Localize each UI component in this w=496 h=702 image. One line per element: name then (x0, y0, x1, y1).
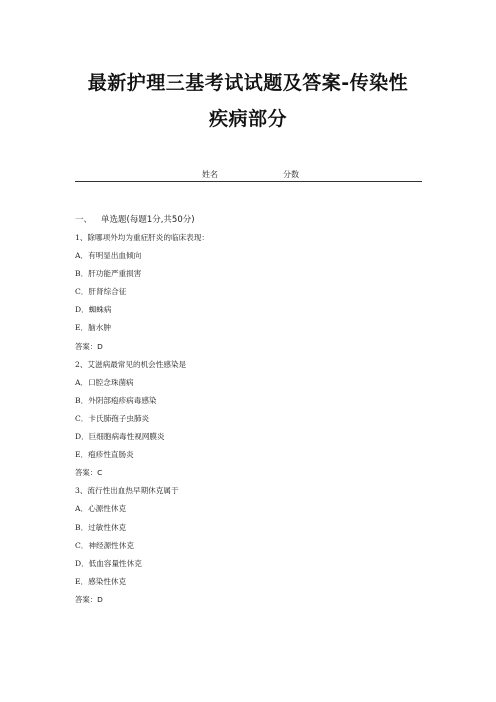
answer-option: E．脑水肿 (75, 323, 111, 333)
answer-option: C．卡氏肺孢子虫肺炎 (75, 413, 150, 423)
answer-option: B．过敏性休克 (75, 522, 127, 532)
answer-option: B．外阴部疱疹病毒感染 (75, 395, 157, 405)
question-stem: 3、流行性出血热早期休克属于 (75, 486, 179, 496)
answer-option: E．感染性休克 (75, 576, 127, 586)
answer-option: D．蜘蛛病 (75, 305, 112, 315)
answer-option: A．心源性休克 (75, 504, 127, 514)
answer-option: C．神经源性休克 (75, 540, 134, 550)
name-label: 姓名 (202, 170, 218, 179)
answer-option: D．低血容量性休克 (75, 558, 142, 568)
question-stem: 1、除哪项外均为重症肝炎的临床表现： (75, 233, 209, 242)
answer-option: B．肝功能严重损害 (75, 269, 142, 279)
document-title-line-1: 最新护理三基考试试题及答案-传染性 (87, 72, 409, 94)
answer-option: E．疱疹性直肠炎 (75, 450, 134, 460)
answer-option: D．巨细胞病毒性视网膜炎 (75, 432, 165, 442)
answer-option: A．口腔念珠菌病 (75, 377, 134, 387)
section-number: 一、 (75, 215, 93, 225)
document-title-line-2: 疾病部分 (208, 108, 287, 130)
answer-option: A．有明显出血倾向 (75, 251, 142, 261)
answer-key: 答案：C (75, 468, 103, 478)
section-title: 单选题(每题1分,共50分) (101, 215, 195, 225)
answer-key: 答案：D (75, 341, 103, 351)
header-divider (75, 181, 422, 182)
score-label: 分数 (283, 170, 299, 179)
section-heading (75, 213, 195, 225)
question-list (75, 229, 435, 609)
answer-option: C．肝肾综合征 (75, 287, 127, 297)
answer-key: 答案：D (75, 594, 103, 604)
question-stem: 2、艾滋病最常见的机会性感染是 (75, 359, 187, 369)
